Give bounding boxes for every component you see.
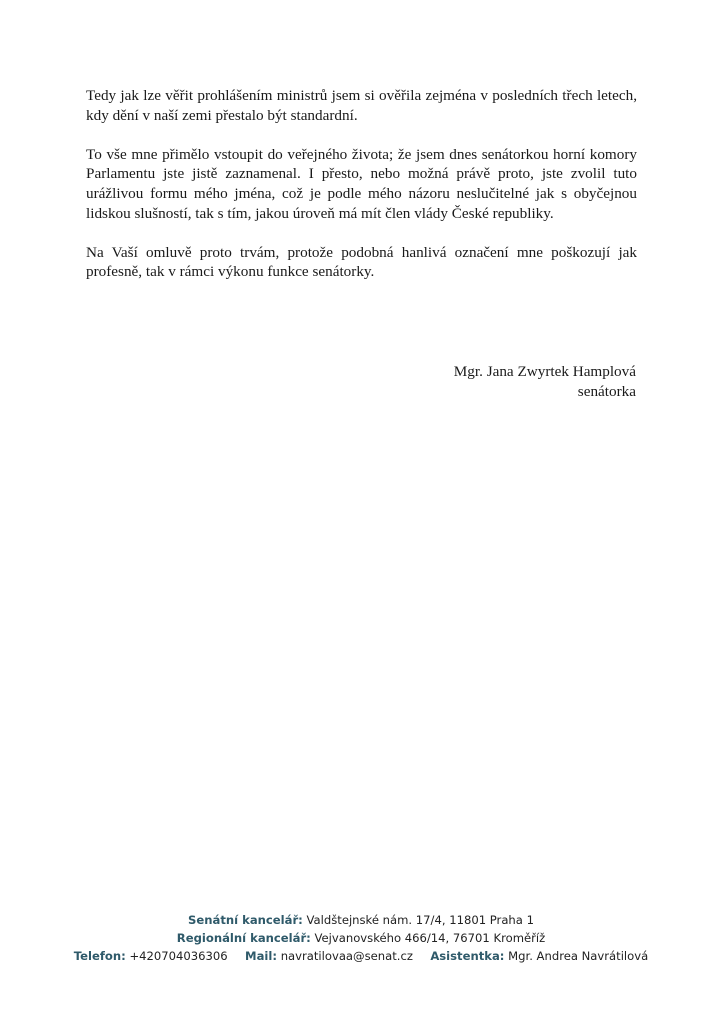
signature-name: Mgr. Jana Zwyrtek Hamplová bbox=[453, 363, 636, 380]
regional-office-label: Regionální kancelář: bbox=[176, 931, 311, 945]
letter-body bbox=[86, 86, 637, 302]
senate-office-label: Senátní kancelář: bbox=[188, 913, 303, 927]
mail-address: navratilovaa@senat.cz bbox=[280, 949, 413, 963]
phone-label: Telefon: bbox=[73, 949, 126, 963]
regional-office-address: Vejvanovského 466/14, 76701 Kroměříž bbox=[314, 931, 546, 945]
assistant-name: Mgr. Andrea Navrátilová bbox=[508, 949, 649, 963]
phone-number: +420704036306 bbox=[129, 949, 228, 963]
footer-regional-office bbox=[0, 929, 722, 947]
paragraph-3: Na Vaší omluvě proto trvám, protože podobná hanlivá označení mne poškozují jak profesně, tak v rámci výkonu funkce senátorky. bbox=[86, 243, 637, 281]
footer-contacts bbox=[0, 947, 722, 965]
senate-office-address: Valdštejnské nám. 17/4, 11801 Praha 1 bbox=[306, 913, 534, 927]
signature-title: senátorka bbox=[577, 382, 636, 400]
footer-senate-office bbox=[0, 911, 722, 929]
letterhead-footer bbox=[0, 911, 722, 965]
assistant-label: Asistentka: bbox=[430, 949, 505, 963]
signature-block bbox=[454, 362, 636, 401]
paragraph-1: Tedy jak lze věřit prohlášením ministrů jsem si ověřila zejména v posledních třech letech, kdy dění v naší zemi přestalo být standardní. bbox=[86, 87, 637, 124]
mail-label: Mail: bbox=[245, 949, 277, 963]
paragraph-2: To vše mne přimělo vstoupit do veřejného života; že jsem dnes senátorkou horní komory Parlamentu jste jistě zaznamenal. I přesto, nebo možná právě proto, jste zvolil tuto urážlivou formu mého jména, což je podle mého názoru neslučitelné jak s obyčejnou lidskou slušností, tak s tím, jakou úroveň má mít člen vlády České republiky. bbox=[86, 145, 637, 222]
